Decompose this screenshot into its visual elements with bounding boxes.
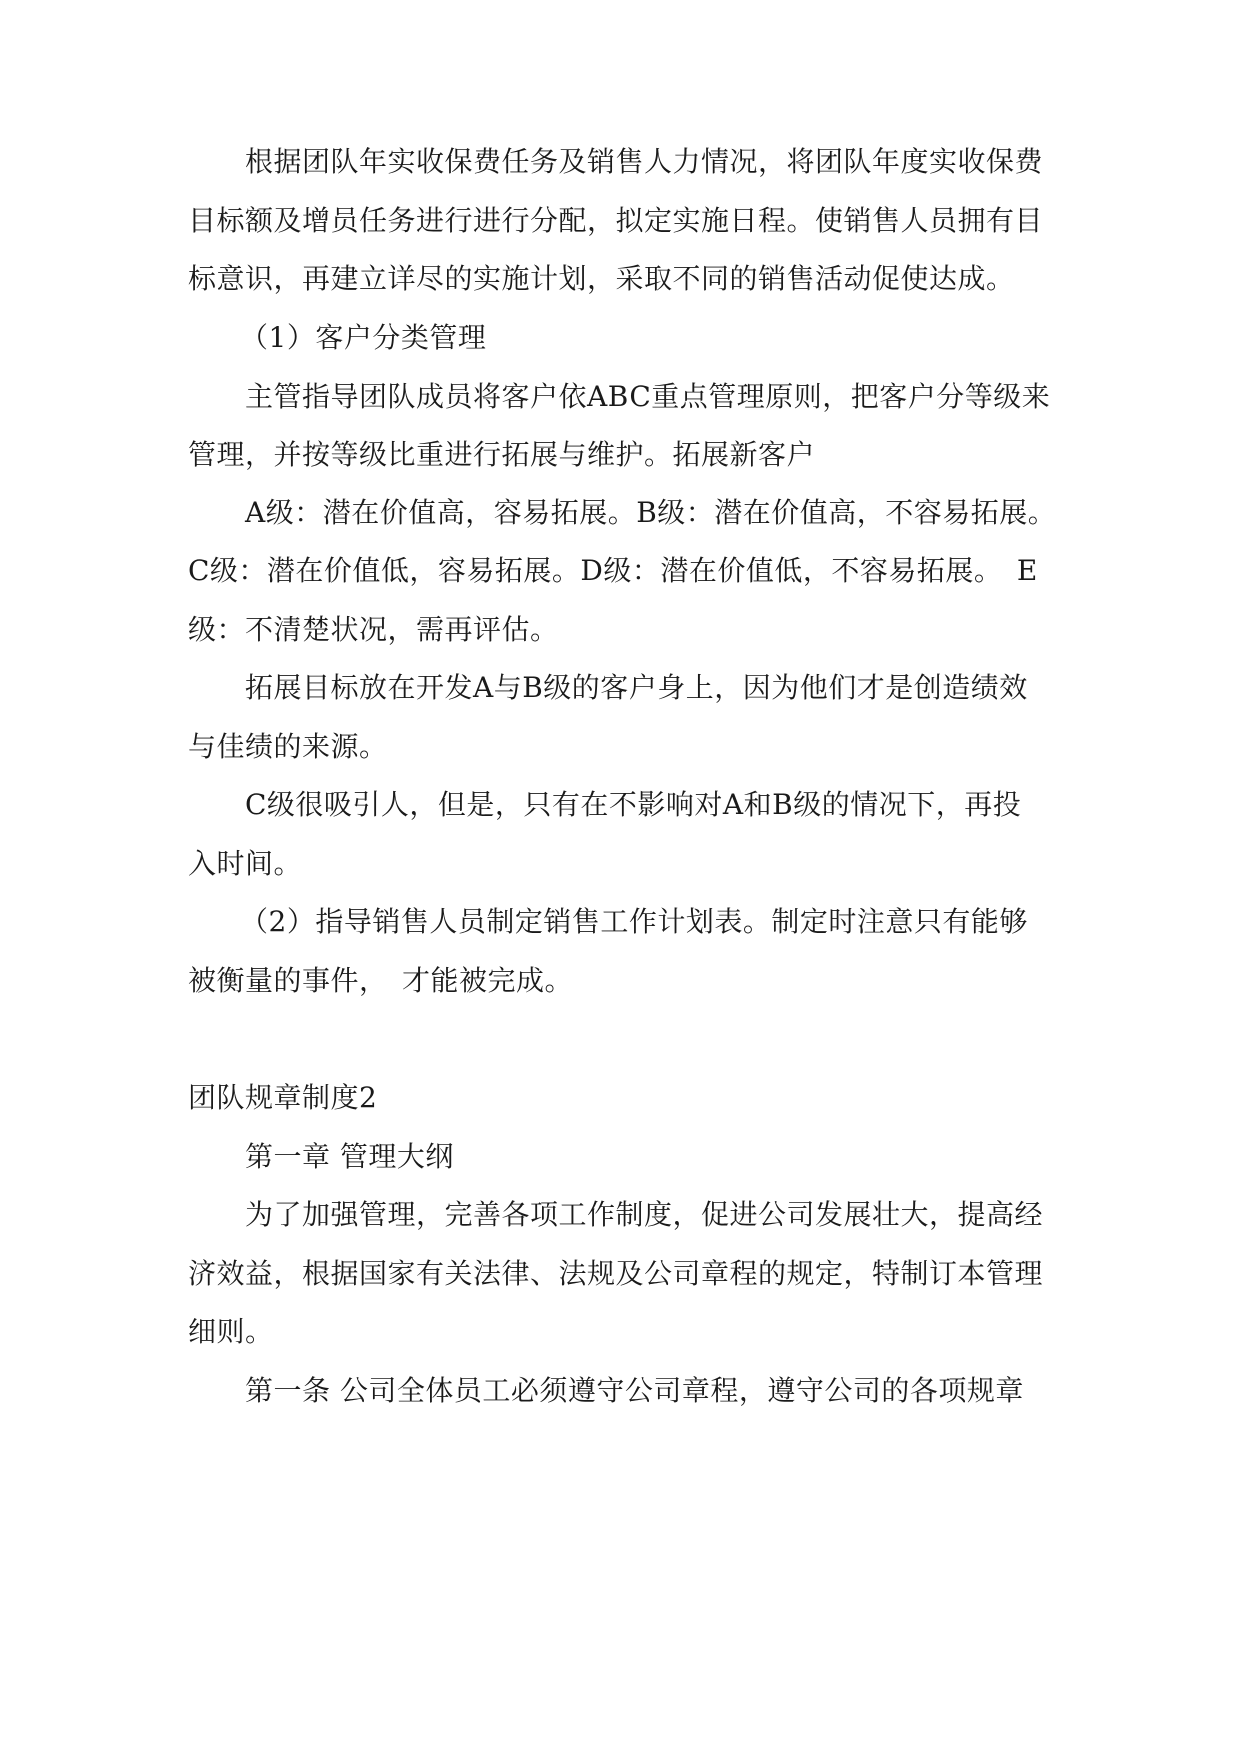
chapter-heading: 第一章 管理大纲 — [245, 1140, 454, 1173]
paragraph-line: 根据团队年实收保费任务及销售人力情况，将团队年度实收保费 — [245, 145, 1044, 178]
paragraph-line: C级很吸引人，但是，只有在不影响对A和B级的情况下，再投 — [245, 788, 1022, 821]
paragraph-line: （2）指导销售人员制定销售工作计划表。制定时注意只有能够 — [240, 905, 1028, 938]
document-subtitle: 团队规章制度2 — [188, 1081, 378, 1114]
paragraph-line: C级：潜在价值低，容易拓展。D级：潜在价值低，不容易拓展。 E — [188, 554, 1038, 587]
paragraph-line: 标意识，再建立详尽的实施计划，采取不同的销售活动促使达成。 — [188, 262, 1015, 295]
paragraph-line: 主管指导团队成员将客户依ABC重点管理原则，把客户分等级来 — [245, 380, 1051, 413]
paragraph-line: 与佳绩的来源。 — [188, 730, 388, 763]
paragraph-line: 拓展目标放在开发A与B级的客户身上，因为他们才是创造绩效 — [245, 671, 1028, 704]
paragraph-line: 入时间。 — [188, 847, 303, 880]
paragraph-line: 被衡量的事件， 才能被完成。 — [188, 964, 574, 997]
paragraph-line: 济效益，根据国家有关法律、法规及公司章程的规定，特制订本管理 — [188, 1257, 1044, 1290]
paragraph-line: 第一条 公司全体员工必须遵守公司章程，遵守公司的各项规章 — [245, 1374, 1024, 1407]
paragraph-line: 级：不清楚状况，需再评估。 — [188, 613, 559, 646]
paragraph-line: 为了加强管理，完善各项工作制度，促进公司发展壮大，提高经 — [245, 1198, 1044, 1231]
paragraph-line: 管理，并按等级比重进行拓展与维护。拓展新客户 — [188, 438, 816, 471]
paragraph-line: 细则。 — [188, 1315, 274, 1348]
section-heading: （1）客户分类管理 — [240, 321, 487, 354]
paragraph-line: A级：潜在价值高，容易拓展。B级：潜在价值高，不容易拓展。 — [245, 496, 1057, 529]
paragraph-line: 目标额及增员任务进行进行分配，拟定实施日程。使销售人员拥有目 — [188, 204, 1044, 237]
